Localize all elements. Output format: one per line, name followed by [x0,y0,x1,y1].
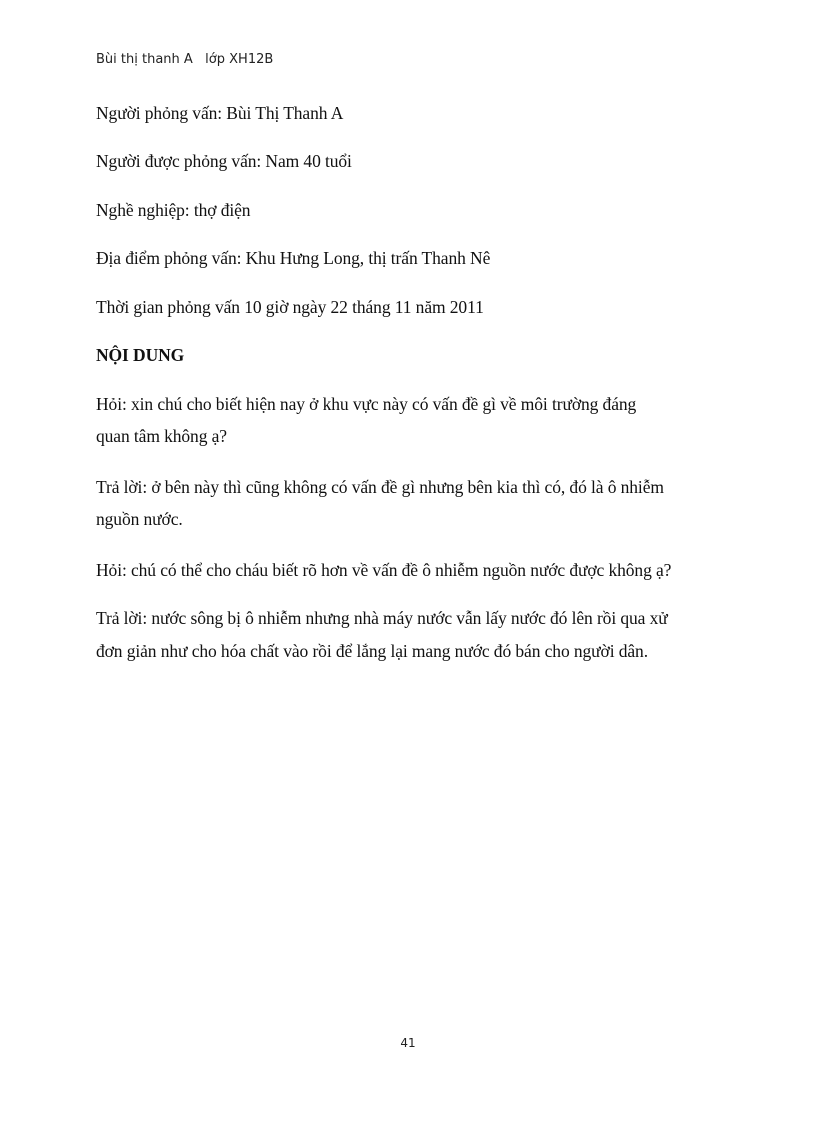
page-header: Bùi thị thanh A lớp XH12B [96,52,274,67]
answer-1-line-2: nguồn nước. [96,509,183,529]
time-line: Thời gian phỏng vấn 10 giờ ngày 22 tháng 11 năm 2011 [96,297,484,317]
interviewer-line: Người phỏng vấn: Bùi Thị Thanh A [96,103,344,123]
question-1-line-1: Hỏi: xin chú cho biết hiện nay ở khu vực này có vấn đề gì về môi trường đáng [96,394,637,414]
location-line: Địa điểm phỏng vấn: Khu Hưng Long, thị trấn Thanh Nê [96,248,491,268]
question-1-line-2: quan tâm không ạ? [96,426,227,446]
occupation-line: Nghề nghiệp: thợ điện [96,200,251,220]
page-number: 41 [400,1036,416,1050]
section-title: NỘI DUNG [96,345,185,365]
answer-2-line-2: đơn giản như cho hóa chất vào rồi để lắng lại mang nước đó bán cho người dân. [96,641,648,661]
answer-1-line-1: Trả lời: ở bên này thì cũng không có vấn đề gì nhưng bên kia thì có, đó là ô nhiễm [96,477,664,497]
question-2-line-1: Hỏi: chú có thể cho cháu biết rõ hơn về vấn đề ô nhiễm nguồn nước được không ạ? [96,560,672,580]
interviewee-line: Người được phỏng vấn: Nam 40 tuổi [96,151,352,171]
answer-2-line-1: Trả lời: nước sông bị ô nhiễm nhưng nhà máy nước vẫn lấy nước đó lên rồi qua xử [96,608,668,628]
